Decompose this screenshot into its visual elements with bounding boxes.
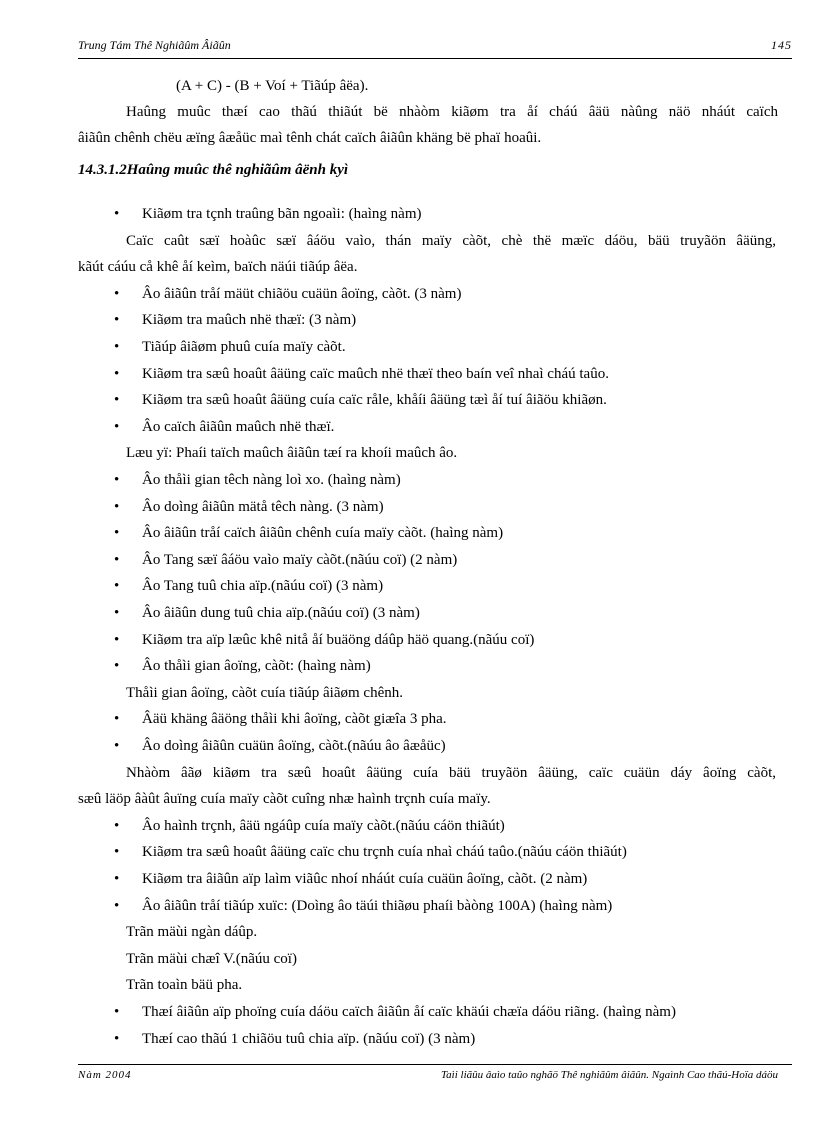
header-title: Trung Tám Thê Nghiãûm Âiãûn	[78, 38, 231, 52]
bullet-text: Âo âiãûn tråí caïch âiãûn chênh cuía maïy càõt. (haìng nàm)	[142, 525, 504, 541]
bullet-icon: •	[114, 339, 120, 355]
bullet-icon: •	[114, 632, 120, 648]
note-line: Thåìi gian âoïng, càõt cuía tiãúp âiãøm chênh.	[126, 685, 403, 701]
bullet-icon: •	[114, 844, 120, 860]
footer-title: Taìi liãûu âaìo taûo nghãö Thê nghiãûm âiãûn. Ngaình Cao thãú-Hoïa dáöu	[441, 1069, 778, 1081]
bullet-icon: •	[114, 366, 120, 382]
bullet-text: Âo Tang tuû chia aïp.(nãúu coï) (3 nàm)	[142, 578, 384, 594]
section-heading: 14.3.1.2Haûng muûc thê nghiãûm âënh kyì	[78, 162, 349, 178]
bullet-text: Âo haình trçnh, âäü ngáûp cuía maïy càõt.(nãúu cáön thiãút)	[142, 818, 505, 834]
bullet-text: Kiãøm tra sæû hoaût âäüng caïc maûch nhë thæï theo baín veî nhaì cháú taûo.	[142, 366, 609, 382]
bullet-text: Kiãøm tra tçnh traûng bãn ngoaìi: (haìng nàm)	[142, 206, 422, 222]
bullet-icon: •	[114, 1004, 120, 1020]
bullet-text: Âo âiãûn dung tuû chia aïp.(nãúu coï) (3 nàm)	[142, 605, 420, 621]
bullet-text: Âo doìng âiãûn mätå têch nàng. (3 nàm)	[142, 499, 384, 515]
bullet-text: Âo Tang sæï âáöu vaìo maïy càõt.(nãúu coï) (2 nàm)	[142, 552, 458, 568]
paragraph-line: sæû läöp âàût âuïng cuía maïy càõt cuîng nhæ haình trçnh cuía maïy.	[78, 791, 491, 807]
bullet-text: Kiãøm tra âiãûn aïp laìm viãûc nhoí nháút cuía cuäün âoïng, càõt. (2 nàm)	[142, 871, 588, 887]
bullet-text: Âo doìng âiãûn cuäün âoïng, càõt.(nãúu âo âæåüc)	[142, 738, 446, 754]
bullet-icon: •	[114, 738, 120, 754]
bullet-text: Âo âiãûn tråí mäüt chiãöu cuäün âoïng, càõt. (3 nàm)	[142, 286, 462, 302]
bullet-icon: •	[114, 472, 120, 488]
page-header	[78, 36, 792, 59]
bullet-text: Kiãøm tra aïp læûc khê nitå åí buäöng dáûp häö quang.(nãúu coï)	[142, 632, 535, 648]
bullet-text: Âo thåìi gian âoïng, càõt: (haìng nàm)	[142, 658, 371, 674]
paragraph-line: Nhàòm âãø kiãøm tra sæû hoaût âäüng cuía bäü truyãön âäüng, caïc cuäün dáy âoïng càõt,	[126, 765, 776, 781]
bullet-icon: •	[114, 1031, 120, 1047]
bullet-text: Kiãøm tra maûch nhë thæï: (3 nàm)	[142, 312, 357, 328]
paragraph-line: Caïc caût sæï hoàûc sæï âáöu vaìo, thán maïy càõt, chè thë mæïc dáöu, bäü truyãön âäüng,	[126, 233, 776, 249]
note-line: Trãn toaìn bäü pha.	[126, 977, 243, 993]
bullet-text: Thæí cao thãú 1 chiãöu tuû chia aïp. (nãúu coï) (3 nàm)	[142, 1031, 476, 1047]
note-line: Læu yï: Phaíi taïch maûch âiãûn tæí ra khoíi maûch âo.	[126, 445, 458, 461]
bullet-text: Kiãøm tra sæû hoaût âäüng cuía caïc råle, khåíi âäüng tæì åí tuí âiãöu khiãøn.	[142, 392, 607, 408]
bullet-icon: •	[114, 898, 120, 914]
bullet-text: Tiãúp âiãøm phuû cuía maïy càõt.	[142, 339, 346, 355]
paragraph-line: Haûng muûc thæí cao thãú thiãút bë nhàòm kiãøm tra åí cháú âäü nàûng näö nháút caïch	[126, 104, 778, 120]
bullet-icon: •	[114, 419, 120, 435]
bullet-icon: •	[114, 871, 120, 887]
formula-line: (A + C) - (B + Voí + Tiãúp âëa).	[176, 78, 369, 94]
paragraph-line: âiãûn chênh chëu æïng âæåüc maì tênh chát caïch âiãûn khäng bë phaï hoaûi.	[78, 130, 542, 146]
bullet-icon: •	[114, 312, 120, 328]
bullet-icon: •	[114, 658, 120, 674]
bullet-icon: •	[114, 552, 120, 568]
bullet-icon: •	[114, 578, 120, 594]
bullet-text: Kiãøm tra sæû hoaût âäüng caïc chu trçnh cuía nhaì cháú taûo.(nãúu cáön thiãút)	[142, 844, 627, 860]
bullet-icon: •	[114, 286, 120, 302]
bullet-text: Âäü khäng âäöng thåìi khi âoïng, càõt giæîa 3 pha.	[142, 711, 447, 727]
bullet-text: Âo caïch âiãûn maûch nhë thæï.	[142, 419, 335, 435]
note-line: Trãn mäùi ngàn dáûp.	[126, 924, 258, 940]
bullet-icon: •	[114, 818, 120, 834]
bullet-text: Thæí âiãûn aïp phoïng cuía dáöu caïch âiãûn åí caïc khäúi chæïa dáöu riãng. (haìng nàm)	[142, 1004, 676, 1020]
footer-year: Nàm 2004	[78, 1069, 132, 1081]
bullet-icon: •	[114, 206, 120, 222]
page-number: 145	[771, 38, 792, 52]
note-line: Trãn mäùi chæî V.(nãúu coï)	[126, 951, 297, 967]
bullet-text: Âo thåìi gian têch nàng loì xo. (haìng nàm)	[142, 472, 401, 488]
bullet-icon: •	[114, 605, 120, 621]
bullet-icon: •	[114, 392, 120, 408]
bullet-text: Âo âiãûn tråí tiãúp xuïc: (Doìng âo täúi thiãøu phaíi bàòng 100A) (haìng nàm)	[142, 898, 613, 914]
paragraph-line: kãút cáúu cå khê åí keìm, baïch näúi tiãúp âëa.	[78, 259, 358, 275]
bullet-icon: •	[114, 499, 120, 515]
bullet-icon: •	[114, 525, 120, 541]
bullet-icon: •	[114, 711, 120, 727]
page-footer	[78, 1064, 792, 1085]
